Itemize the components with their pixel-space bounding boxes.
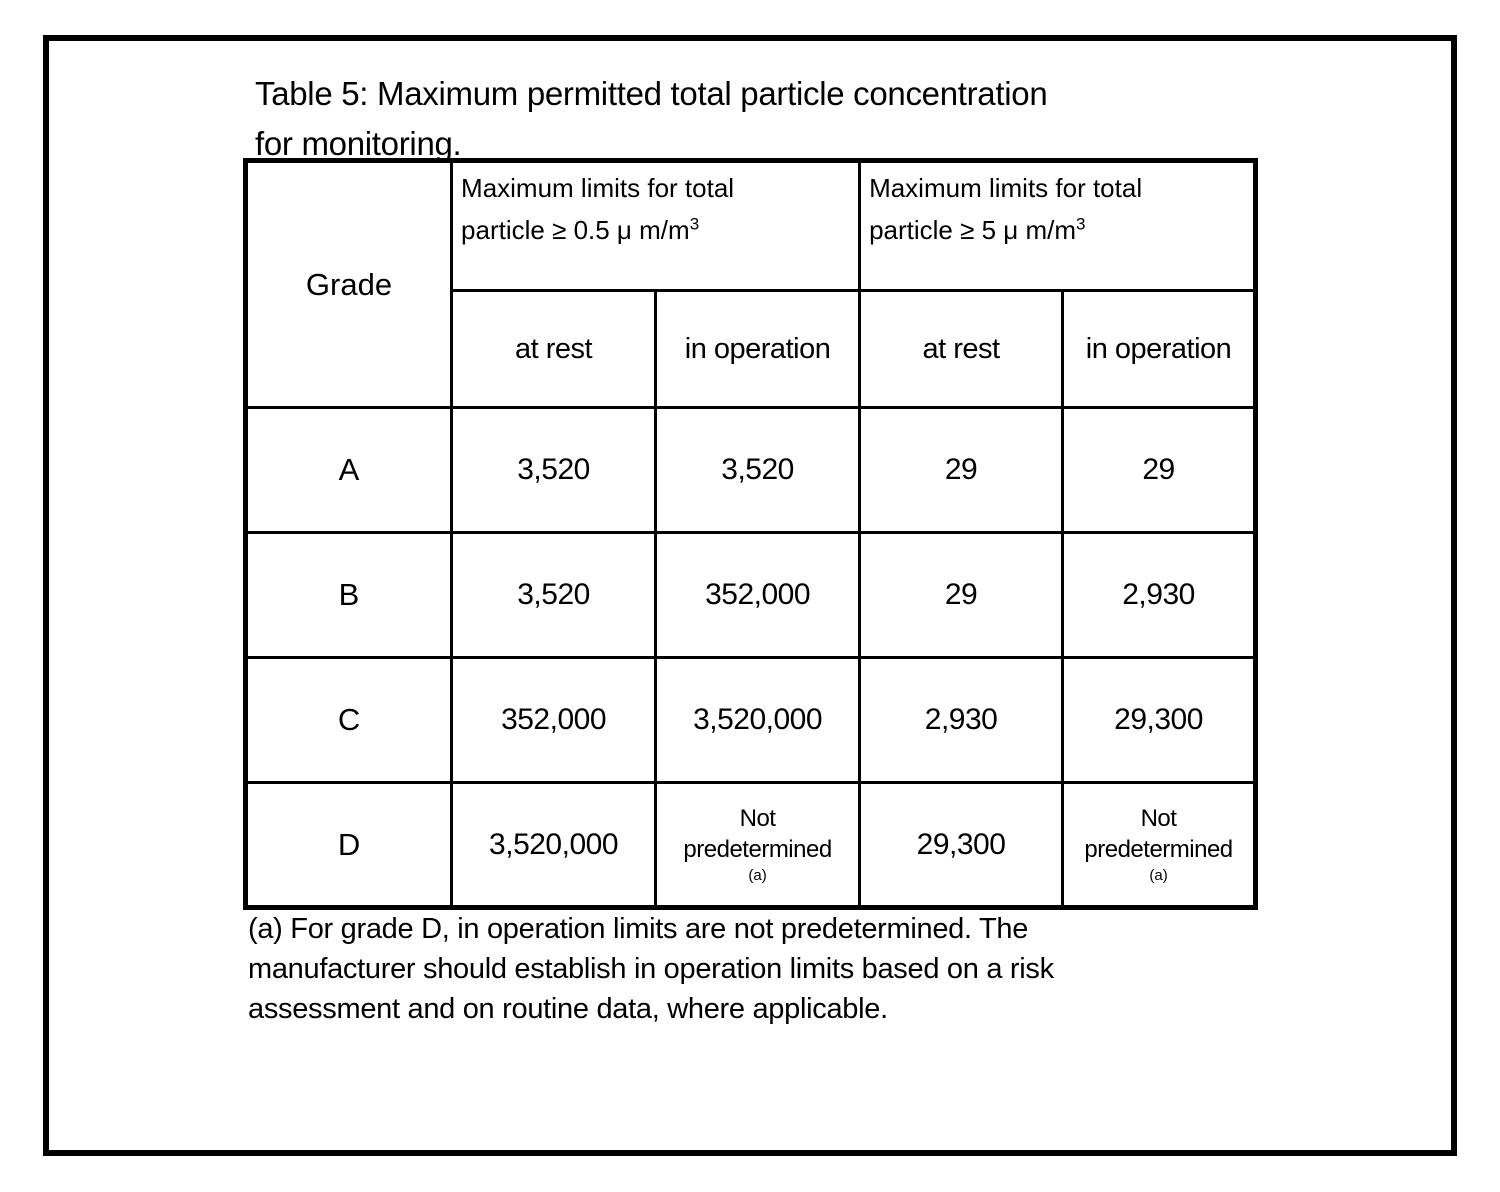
value-cell: 352,000 (452, 658, 656, 783)
cubic-meter-superscript: 3 (689, 214, 700, 234)
not-predetermined-line1: Not (1140, 804, 1177, 832)
footnote-ref-a: (a) (748, 866, 767, 884)
value-cell: 352,000 (656, 533, 860, 658)
value-cell: 29,300 (860, 783, 1063, 908)
group-header-5um-line2: particle ≥ 5 μ $m/m^3$ (869, 214, 1086, 245)
grade-cell: B (246, 533, 452, 658)
grade-cell: D (246, 783, 452, 908)
value-cell: 29 (860, 533, 1063, 658)
not-predetermined-cell (1063, 783, 1256, 908)
value-cell: 3,520,000 (656, 658, 860, 783)
subheader-at-rest-05um: at rest (452, 291, 656, 408)
grade-cell: C (246, 658, 452, 783)
group-header-row (246, 161, 1256, 291)
group-header-05um-line2: particle ≥ 0.5 μ $m/m^3$ (461, 214, 700, 245)
table-title-line-1: Table 5: Maximum permitted total particle concentration (255, 75, 1048, 112)
page-border-frame (43, 35, 1457, 1156)
group-header-05um (452, 161, 860, 291)
table-row-grade-a (246, 408, 1256, 533)
subheader-at-rest-5um: at rest (860, 291, 1063, 408)
value-cell: 3,520 (656, 408, 860, 533)
value-cell: 2,930 (1063, 533, 1256, 658)
not-predetermined-line2: predetermined (683, 835, 832, 863)
table-title (255, 69, 1047, 169)
group-header-5um-line1: Maximum limits for total (869, 173, 1143, 203)
particle-concentration-table (243, 158, 1258, 910)
value-cell: 29 (1063, 408, 1256, 533)
footnote-line-1: (a) For grade D, in operation limits are not predetermined. The (248, 913, 1029, 945)
table-title-line-2: for monitoring. (255, 125, 462, 162)
value-cell: 2,930 (860, 658, 1063, 783)
table-row-grade-b (246, 533, 1256, 658)
footnote (248, 909, 1054, 1029)
group-header-05um-line1: Maximum limits for total (461, 173, 735, 203)
footnote-ref-a: (a) (1149, 866, 1168, 884)
not-predetermined-line1: Not (739, 804, 776, 832)
subheader-in-operation-5um: in operation (1063, 291, 1256, 408)
not-predetermined-line2: predetermined (1084, 835, 1233, 863)
group-header-5um (860, 161, 1256, 291)
value-cell: 3,520,000 (452, 783, 656, 908)
table-row-grade-c (246, 658, 1256, 783)
grade-header-cell: Grade (246, 161, 452, 408)
footnote-line-3: assessment and on routine data, where applicable. (248, 993, 888, 1025)
value-cell: 3,520 (452, 408, 656, 533)
value-cell: 29,300 (1063, 658, 1256, 783)
table-row-grade-d (246, 783, 1256, 908)
footnote-line-2: manufacturer should establish in operation limits based on a risk (248, 953, 1054, 985)
cubic-meter-superscript: 3 (1076, 214, 1086, 234)
value-cell: 29 (860, 408, 1063, 533)
value-cell: 3,520 (452, 533, 656, 658)
grade-cell: A (246, 408, 452, 533)
not-predetermined-cell (656, 783, 860, 908)
subheader-in-operation-05um: in operation (656, 291, 860, 408)
